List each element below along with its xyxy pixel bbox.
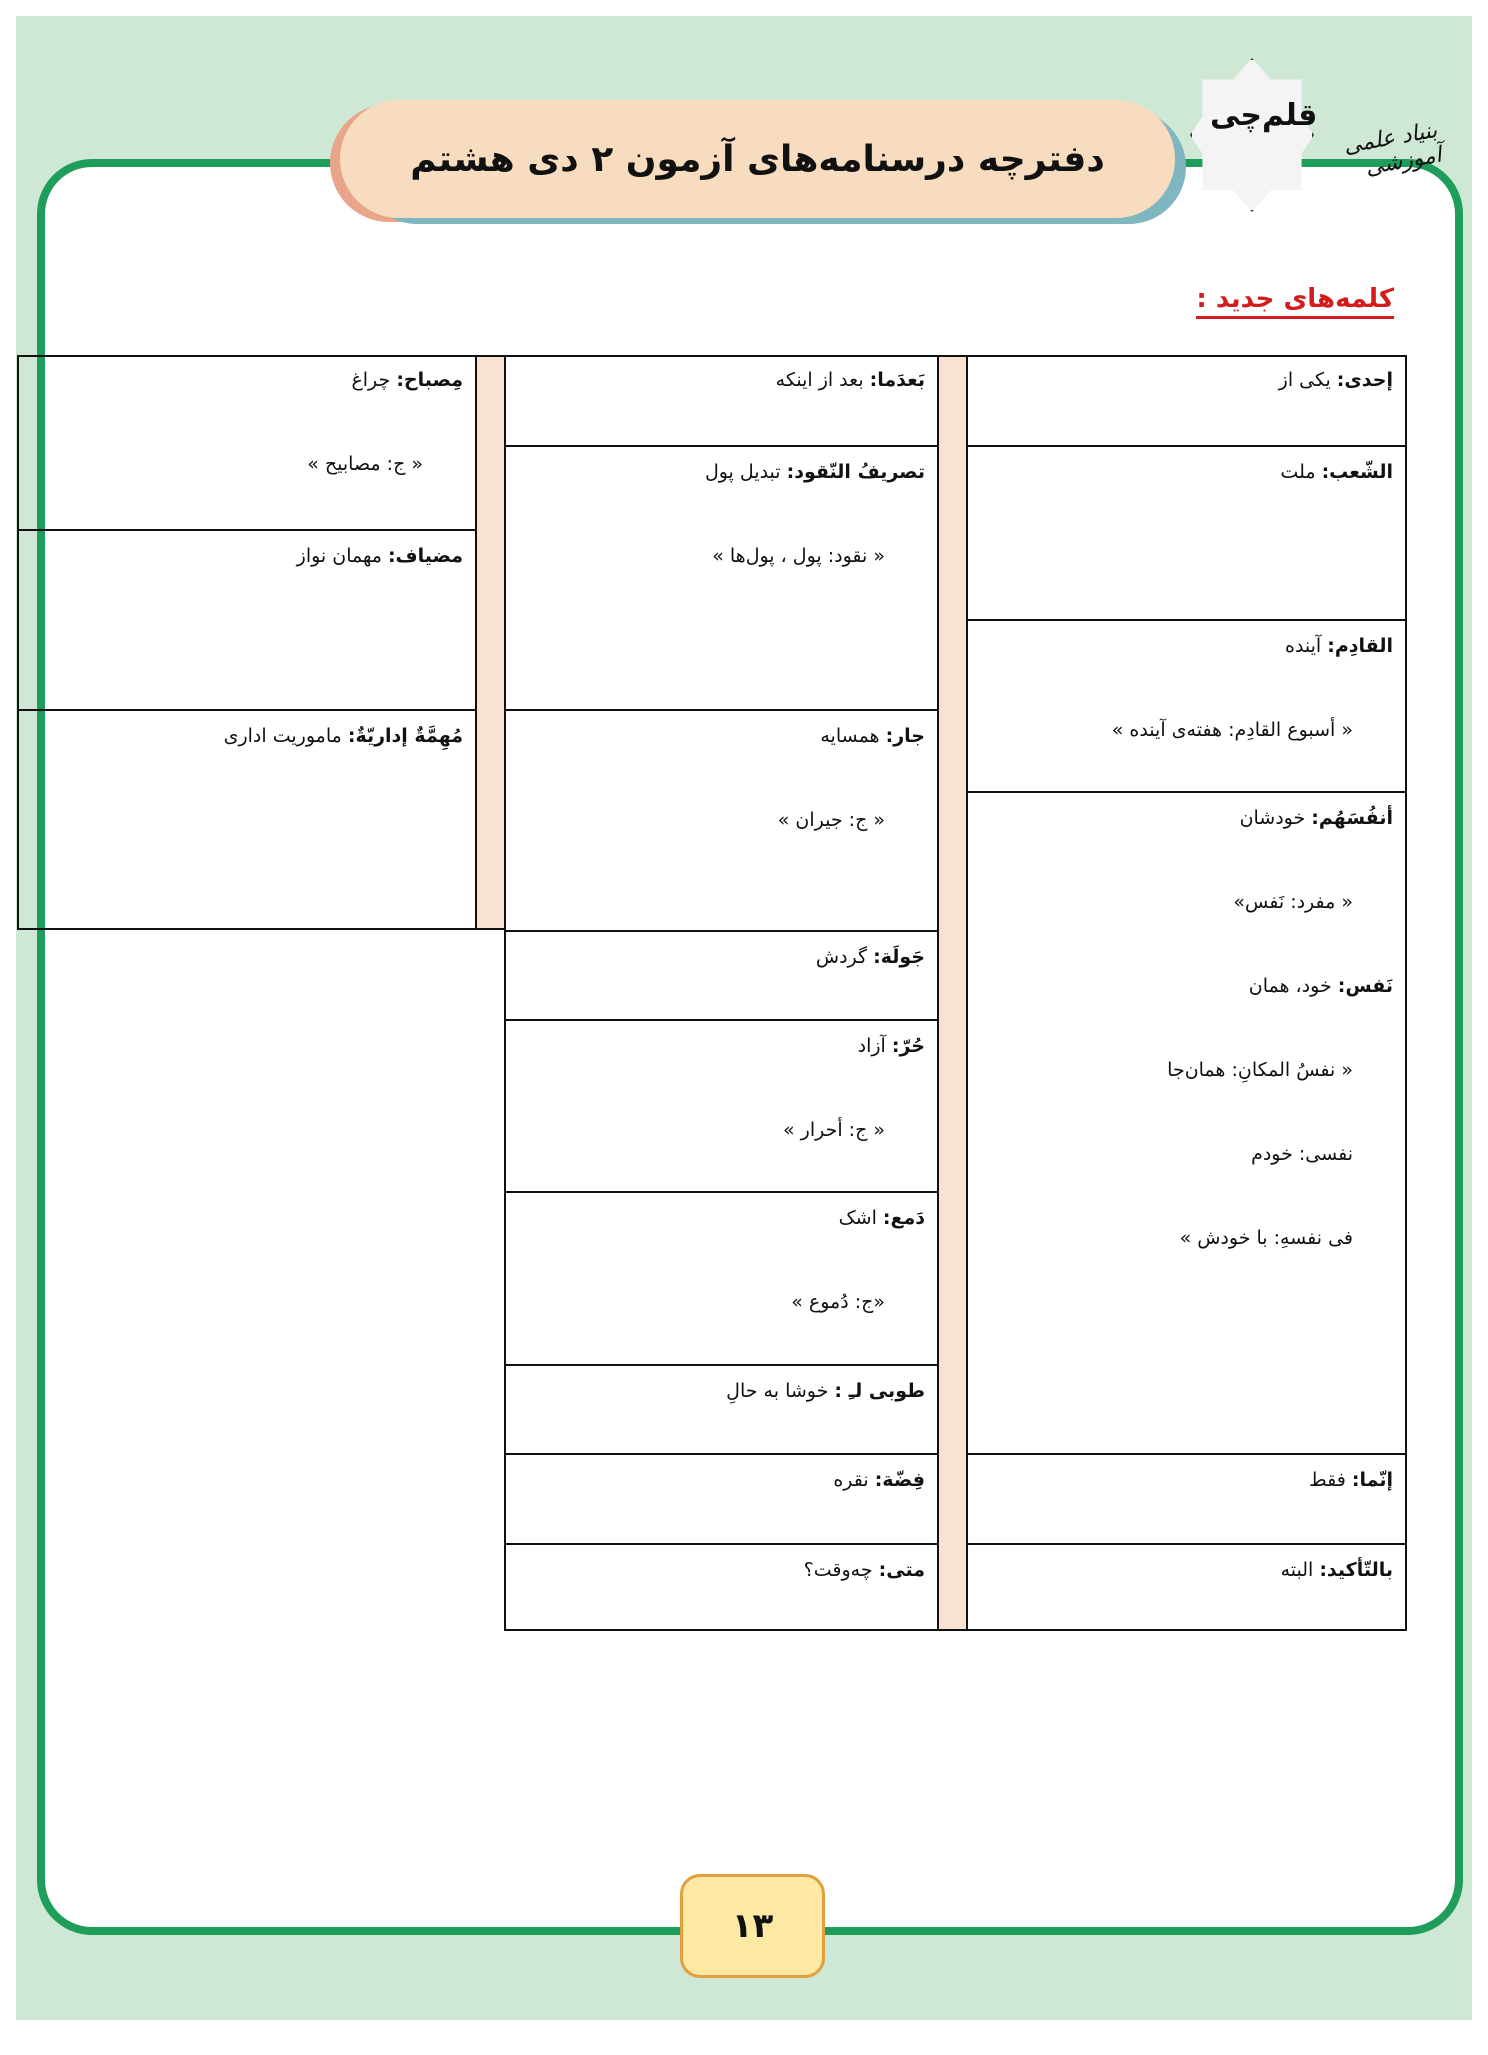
column-separator-strip [475,355,506,930]
vocab-term: متی: [878,1559,925,1581]
vocab-cell [968,355,1405,445]
vocab-cell [506,355,937,445]
vocab-meaning: « ج: مصابیح » [307,453,423,475]
vocab-cell [968,1453,1405,1543]
vocab-cell [506,1191,937,1364]
vocab-meaning: نفسی: خودم [1251,1143,1353,1165]
vocab-meaning: همسایه [820,725,886,747]
vocab-note [518,545,925,567]
vocab-cell [968,445,1405,619]
vocab-entry [518,1559,925,1581]
vocab-meaning: گردش [815,946,874,968]
column-middle [504,355,939,1631]
column-separator-strip [937,355,968,1631]
vocab-meaning: نقره [833,1469,875,1491]
column-right [966,355,1407,1631]
vocab-cell [506,930,937,1019]
vocab-cell [968,791,1405,1453]
vocab-entry [518,1207,925,1229]
vocab-note [518,809,925,831]
title-banner [340,100,1175,218]
column-left [17,355,477,930]
vocab-meaning: ملت [1280,461,1322,483]
vocab-cell [506,1453,937,1543]
vocab-meaning: اشک [838,1207,883,1229]
vocab-entry [518,725,925,747]
vocab-meaning: مهمان نواز [296,545,388,567]
vocab-cell [506,1543,937,1631]
vocab-note [980,1059,1393,1081]
logo [1190,58,1444,248]
vocab-note [31,453,463,475]
vocab-entry [980,1559,1393,1581]
vocab-meaning: فی نفسهِ: با خودش » [1179,1227,1353,1249]
vocab-meaning: « مفرد: نَفس» [1233,891,1353,913]
vocab-cell [19,355,475,529]
vocab-entry [518,946,925,968]
vocab-entry [980,1469,1393,1491]
vocab-term: نَفس: [1337,975,1393,997]
vocab-meaning: « نفسُ المکانِ: همان‌جا [1167,1059,1353,1081]
vocab-note [980,719,1393,741]
page-number: ۱۳ [680,1874,825,1978]
vocab-meaning: آزاد [857,1035,892,1057]
vocab-meaning: ماموریت اداری [223,725,348,747]
vocab-meaning: «ج: دُموع » [791,1291,885,1313]
vocab-meaning: « ج: جیران » [777,809,885,831]
vocab-entry [31,369,463,391]
vocab-entry [980,369,1393,391]
vocab-note [518,1291,925,1313]
vocab-meaning: فقط [1309,1469,1352,1491]
vocab-note [980,891,1393,913]
vocab-meaning: بعد از اینکه [775,369,870,391]
vocab-meaning: « ج: أحرار » [783,1119,885,1141]
vocab-meaning: البته [1280,1559,1320,1581]
vocab-cell [506,445,937,709]
vocab-entry [518,1469,925,1491]
vocab-cell [968,1543,1405,1631]
vocab-entry [31,545,463,567]
vocab-term: مُهِمَّةٌ إداریّةٌ: [347,725,463,747]
vocab-term: طوبی لـِ : [834,1380,925,1402]
vocab-term: دَمع: [882,1207,925,1229]
vocab-meaning: خوشا به حالِ [726,1380,835,1402]
vocab-term: بَعدَما: [869,369,925,391]
vocab-term: إحدی: [1336,369,1393,391]
vocab-cell [506,1364,937,1453]
vocab-term: مضیاف: [387,545,463,567]
vocab-cell [19,529,475,709]
vocab-meaning: چه‌وقت؟ [803,1559,879,1581]
vocab-entry [518,369,925,391]
vocab-meaning: خودشان [1239,807,1312,829]
vocab-term: جَولَة: [873,946,925,968]
vocab-term: مِصباح: [396,369,463,391]
page-title: دفترچه درسنامه‌های آزمون ۲ دی هشتم [410,138,1105,180]
vocab-term: القادِم: [1327,635,1393,657]
vocab-term: بالتّأکید: [1319,1559,1393,1581]
vocab-cell [506,709,937,930]
logo-star-icon [1190,58,1314,212]
vocab-entry [518,1380,925,1402]
vocab-entry [980,461,1393,483]
vocab-meaning: چراغ [351,369,397,391]
vocab-meaning: تبدیل پول [704,461,787,483]
vocab-meaning: یکی از [1278,369,1337,391]
vocab-meaning: « نقود: پول ، پول‌ها » [712,545,885,567]
vocab-meaning: آینده [1284,635,1328,657]
vocab-entry [518,461,925,483]
vocab-term: الشّعب: [1321,461,1393,483]
vocab-term: إنّما: [1351,1469,1393,1491]
logo-text: قلم‌چی [1210,98,1318,133]
vocab-cell [506,1019,937,1191]
vocab-note [980,1143,1393,1165]
vocab-entry [518,1035,925,1057]
vocab-entry [980,975,1393,997]
logo-side-text: بنیاد علمی آموزشی [1341,117,1444,181]
vocab-term: أنفُسَهُم: [1311,807,1393,829]
vocab-cell [968,619,1405,791]
vocab-entry [980,635,1393,657]
vocab-entry [31,725,463,747]
section-heading: کلمه‌های جدید : [1196,284,1394,319]
vocab-term: تصریفُ النّقود: [786,461,925,483]
vocab-cell [19,709,475,930]
vocab-note [980,1227,1393,1249]
vocab-meaning: خود، همان [1248,975,1338,997]
vocab-meaning: « أسبوع القادِم: هفته‌ی آینده » [1111,719,1353,741]
vocab-term: حُرّ: [891,1035,925,1057]
vocab-term: جار: [885,725,925,747]
vocab-term: فِضّة: [874,1469,925,1491]
vocab-entry [980,807,1393,829]
vocab-note [518,1119,925,1141]
